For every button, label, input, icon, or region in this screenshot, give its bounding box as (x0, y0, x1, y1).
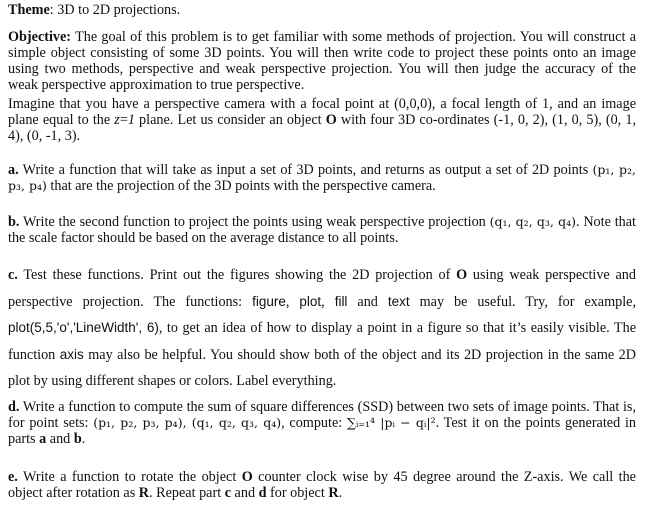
fn-axis: axis (59, 346, 84, 362)
part-b-text-1: Write the second function to project the points using weak perspective projection (19, 214, 490, 230)
part-e-paragraph (8, 469, 636, 501)
plane-value: 1 (127, 112, 135, 128)
ref-part-c: c (224, 484, 231, 501)
rotated-object-symbol: R (328, 484, 339, 501)
ssd-formula: ∑ᵢ₌₁⁴ |pᵢ − qᵢ|² (346, 414, 436, 430)
part-d-text-2: , compute: (281, 414, 347, 431)
part-a-paragraph (8, 162, 636, 194)
part-e-text-1: Write a function to rotate the object (17, 468, 242, 485)
setup-text-1: Imagine that you have a perspective camera with a focal point at (0,0,0), a focal length of 1, and an image plane equal to the (8, 96, 636, 128)
part-e-text-2: counter clock wise by 45 degree around the Z-axis. We call the object after rotation as (8, 468, 636, 501)
fn-plot: plot (299, 293, 322, 309)
ref-part-d: d (258, 484, 267, 501)
part-d-text-3: . Test it on the points generated in parts (8, 414, 636, 447)
fn-figure: figure (252, 293, 286, 309)
part-b-label: b. (8, 214, 20, 230)
conjunction: and (46, 430, 74, 447)
ref-part-a: a (39, 430, 47, 447)
setup-paragraph (8, 96, 636, 144)
plot-example-code: plot(5,5,'o','LineWidth', 6) (8, 320, 159, 335)
rotated-object-symbol: R (138, 484, 150, 501)
p-set: (p₁, p₂, p₃, p₄) (93, 414, 183, 430)
q-set: (q₁, q₂, q₃, q₄) (191, 414, 282, 430)
part-a-label: a. (8, 162, 19, 178)
conjunction: and (347, 293, 388, 310)
ref-part-b: b (73, 430, 82, 447)
fn-text: text (387, 293, 410, 309)
problem-sheet (8, 2, 636, 501)
part-b-paragraph (8, 214, 636, 246)
setup-text-2: plane. Let us consider an object (134, 112, 326, 128)
part-e-text-3: . Repeat part (149, 484, 225, 501)
part-c-text-5: may also be helpful. You should show both of the object and its 2D projection in the same 2D plot by using different shapes or colors. Label everything. (8, 346, 636, 389)
part-c-text-4: , to get an idea of how to display a point in a figure so that it’s easily visible. The function (8, 320, 636, 363)
part-c-text-2: using weak perspective and perspective projection. The functions: (8, 267, 636, 310)
part-c-text-1: Test these functions. Print out the figures showing the 2D projection of (17, 267, 457, 283)
part-a-text-2: that are the projection of the 3D points with the perspective camera. (46, 178, 436, 194)
separator: , (321, 293, 335, 310)
period: . (338, 484, 343, 501)
plane-variable: z (114, 112, 120, 128)
theme-label: Theme (8, 2, 50, 18)
part-d-paragraph (8, 399, 636, 447)
part-d-label: d. (8, 398, 20, 415)
part-e-label: e. (8, 468, 18, 485)
part-a-text-1: Write a function that will take as input a set of 3D points, and returns as output a set of 2D points (18, 162, 593, 178)
period: . (81, 430, 86, 447)
conjunction: and (231, 484, 259, 501)
theme-line (8, 2, 636, 18)
p-tuple: (p₁, p₂, p₃, p₄) (8, 162, 636, 193)
theme-text: : 3D to 2D projections. (49, 2, 181, 18)
setup-text-3: with four 3D co-ordinates (-1, 0, 2), (1, 0, 5), (0, 1, 4), (0, -1, 3). (8, 112, 636, 144)
set-comma: , (182, 414, 192, 430)
objective-label: Objective: (8, 29, 72, 45)
part-c-paragraph (8, 262, 636, 395)
objective-text: The goal of this problem is to get familiar with some methods of projection. You will construct a simple object consisting of some 3D points. You will then write code to project these points onto an image using two methods, perspective and weak perspective projection. You will then judge the accuracy of the weak perspective approximation to true perspective. (8, 29, 636, 93)
fn-fill: fill (334, 293, 348, 309)
part-d-text-1: Write a function to compute the sum of square differences (SSD) between two sets of image points. That is, for point sets: (8, 398, 636, 431)
part-b-text-2: . Note that the scale factor should be based on the average distance to all points. (8, 214, 636, 246)
part-c-text-3: may be useful. Try, for example, (409, 293, 636, 310)
objective-paragraph (8, 29, 636, 93)
separator: , (285, 293, 300, 310)
part-e-text-4: for object (266, 484, 329, 501)
plane-equals: = (119, 112, 128, 128)
part-c-label: c. (8, 267, 18, 283)
object-symbol: O (456, 267, 468, 283)
object-symbol: O (241, 468, 253, 485)
object-symbol: O (325, 112, 337, 128)
q-tuple: (q₁, q₂, q₃, q₄) (489, 214, 576, 229)
